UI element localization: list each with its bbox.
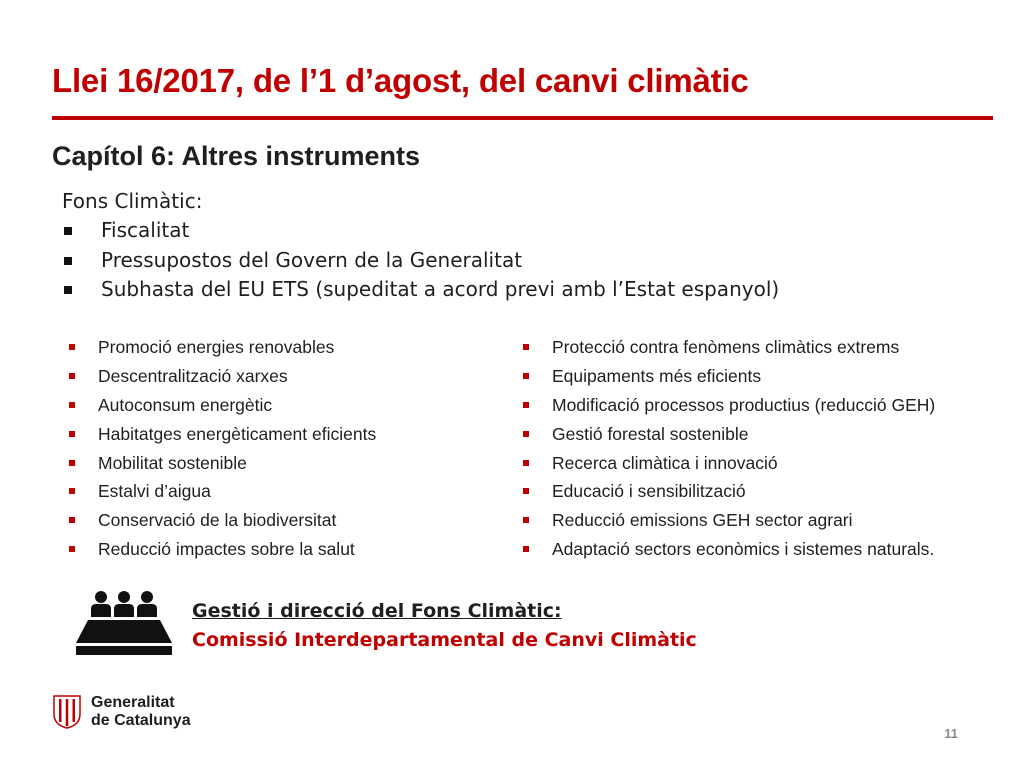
fons-list xyxy=(62,216,779,305)
generalitat-logo-icon xyxy=(52,694,82,729)
gestio-heading: Gestió i direcció del Fons Climàtic: xyxy=(192,600,562,622)
square-bullet-icon xyxy=(69,460,75,466)
gestio-block xyxy=(192,597,697,655)
square-bullet-icon xyxy=(523,344,529,350)
measure-text: Descentralització xarxes xyxy=(98,365,288,386)
title-underline xyxy=(52,116,993,120)
square-bullet-icon xyxy=(69,431,75,437)
list-item xyxy=(522,333,935,362)
measures-left-list xyxy=(68,333,376,564)
measure-text: Promoció energies renovables xyxy=(98,337,335,357)
fons-item-text: Subhasta del EU ETS (supeditat a acord previ amb l’Estat espanyol) xyxy=(101,277,780,301)
gestio-body: Comissió Interdepartamental de Canvi Climàtic xyxy=(192,629,697,651)
square-bullet-icon xyxy=(69,344,75,350)
measure-text: Reducció emissions GEH sector agrari xyxy=(552,510,853,531)
list-item xyxy=(522,449,935,478)
list-item xyxy=(522,362,935,391)
square-bullet-icon xyxy=(69,546,75,552)
measure-text: Gestió forestal sostenible xyxy=(552,423,749,444)
square-bullet-icon xyxy=(523,460,529,466)
list-item xyxy=(68,391,376,420)
square-bullet-icon xyxy=(523,517,529,523)
square-bullet-icon xyxy=(64,257,72,265)
fons-heading: Fons Climàtic: xyxy=(62,189,203,213)
logo-wordmark xyxy=(91,694,191,730)
list-item xyxy=(68,449,376,478)
logo-line-1: Generalitat xyxy=(91,694,175,711)
list-item xyxy=(62,246,779,276)
logo-line-2: de Catalunya xyxy=(91,712,191,729)
list-item xyxy=(522,391,935,420)
measures-right-list xyxy=(522,333,935,564)
fons-item-text: Fiscalitat xyxy=(101,218,190,242)
page-number: 11 xyxy=(944,726,958,741)
list-item xyxy=(68,362,376,391)
square-bullet-icon xyxy=(69,488,75,494)
square-bullet-icon xyxy=(523,402,529,408)
measure-text: Reducció impactes sobre la salut xyxy=(98,539,355,560)
measure-text: Mobilitat sostenible xyxy=(98,452,247,473)
square-bullet-icon xyxy=(69,373,75,379)
square-bullet-icon xyxy=(64,286,72,294)
square-bullet-icon xyxy=(523,488,529,494)
measure-text: Autoconsum energètic xyxy=(98,394,273,415)
measure-text: Habitatges energèticament eficients xyxy=(98,423,377,444)
square-bullet-icon xyxy=(523,546,529,552)
measure-text: Adaptació sectors econòmics i sistemes naturals. xyxy=(552,539,935,560)
measure-text: Estalvi d’aigua xyxy=(98,481,211,502)
measure-text: Conservació de la biodiversitat xyxy=(98,510,337,531)
list-item xyxy=(522,506,935,535)
list-item xyxy=(68,420,376,449)
list-item xyxy=(522,420,935,449)
list-item xyxy=(62,275,779,305)
fons-climatic-section xyxy=(62,187,779,305)
square-bullet-icon xyxy=(64,227,72,235)
square-bullet-icon xyxy=(69,517,75,523)
measure-text: Recerca climàtica i innovació xyxy=(552,452,778,473)
list-item xyxy=(62,216,779,246)
measure-text: Modificació processos productius (reducció GEH) xyxy=(552,394,936,415)
measure-text: Equipaments més eficients xyxy=(552,365,762,386)
square-bullet-icon xyxy=(69,402,75,408)
square-bullet-icon xyxy=(523,373,529,379)
list-item xyxy=(68,506,376,535)
square-bullet-icon xyxy=(523,431,529,437)
list-item xyxy=(68,477,376,506)
measure-text: Protecció contra fenòmens climàtics extrems xyxy=(552,337,900,357)
list-item xyxy=(522,477,935,506)
fons-item-text: Pressupostos del Govern de la Generalitat xyxy=(101,247,523,272)
slide-title: Llei 16/2017, de l’1 d’agost, del canvi climàtic xyxy=(52,62,749,99)
list-item xyxy=(68,535,376,564)
list-item xyxy=(522,535,935,564)
chapter-heading: Capítol 6: Altres instruments xyxy=(52,141,421,171)
list-item xyxy=(68,333,376,362)
measure-text: Educació i sensibilització xyxy=(552,481,746,502)
committee-meeting-icon xyxy=(76,590,172,658)
